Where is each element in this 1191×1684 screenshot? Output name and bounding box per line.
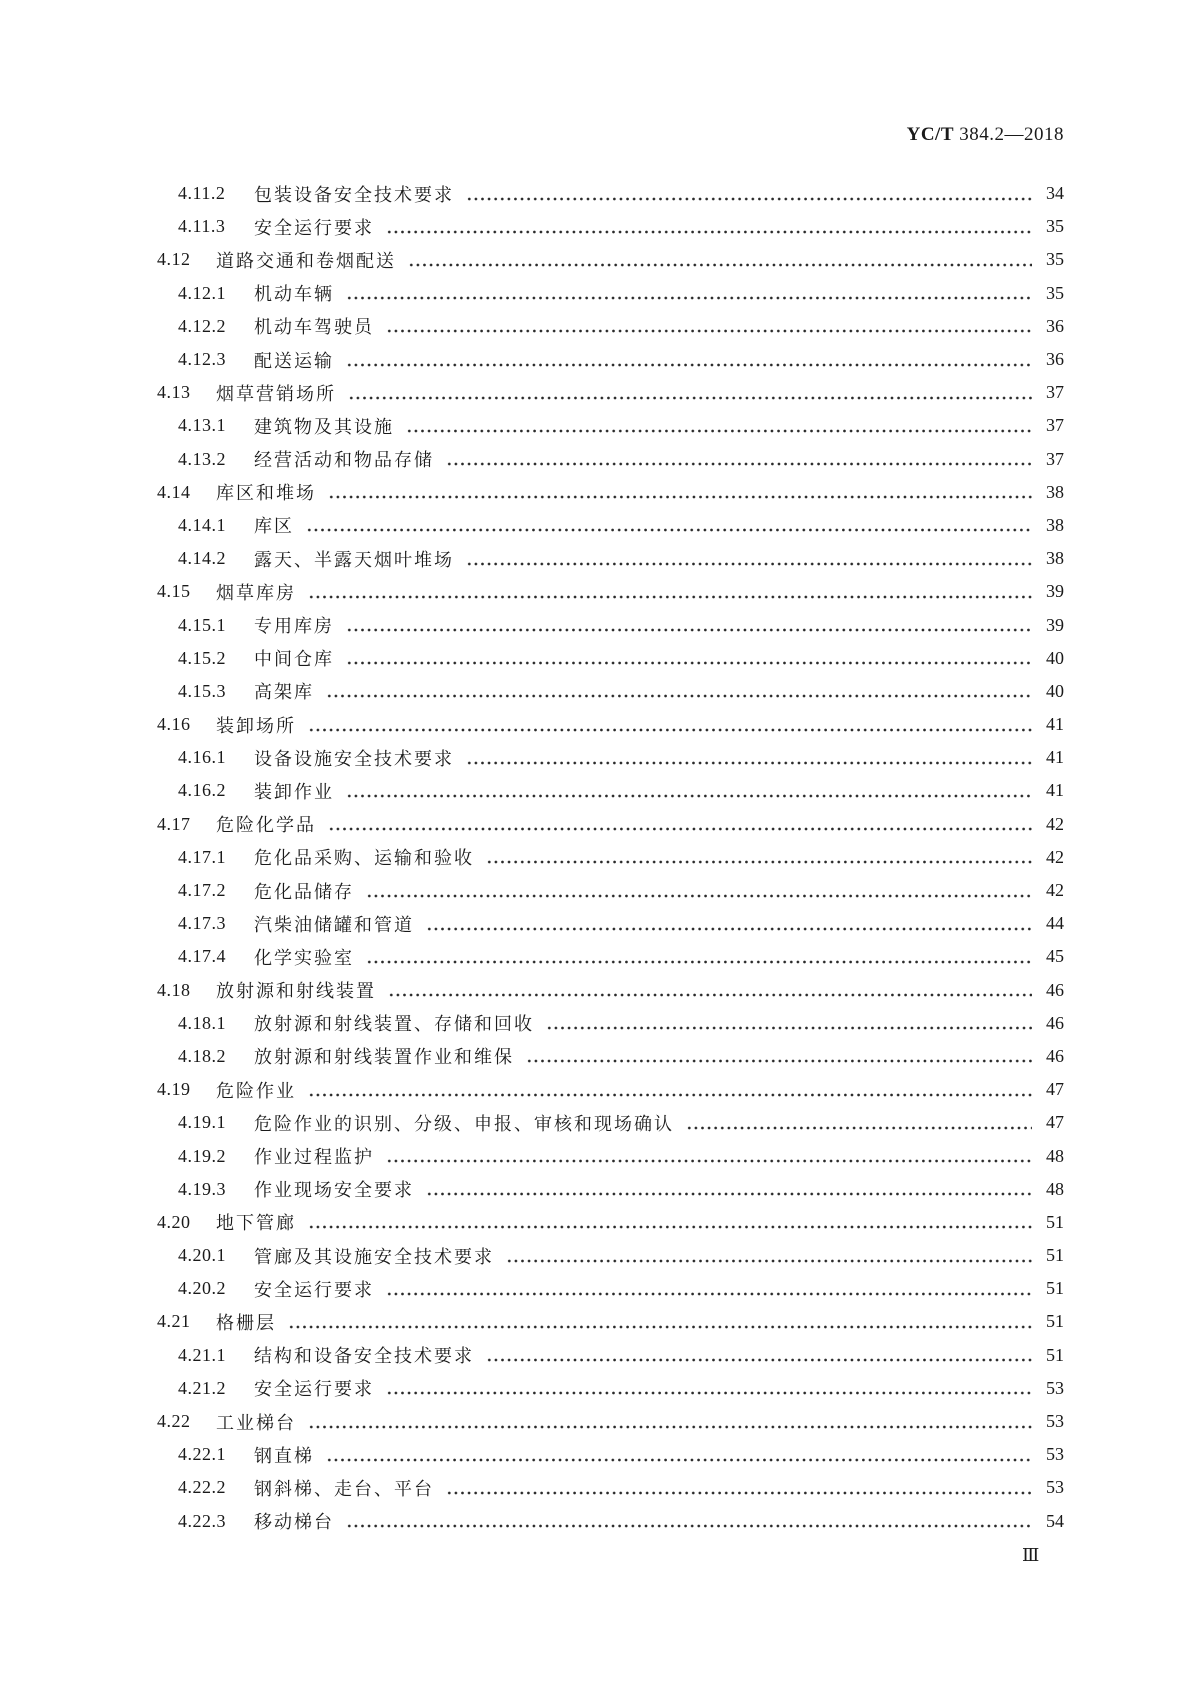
toc-entry-number: 4.18.1 bbox=[178, 1012, 226, 1033]
toc-entry-title: 危险作业 bbox=[216, 1080, 296, 1101]
toc-subsection-entry bbox=[0, 907, 1064, 940]
toc-entry-title: 专用库房 bbox=[254, 616, 334, 637]
toc-entry-page: 47 bbox=[1046, 1079, 1064, 1100]
toc-subsection-entry bbox=[0, 642, 1064, 675]
toc-entry-title: 建筑物及其设施 bbox=[254, 416, 394, 437]
toc-entry-page: 37 bbox=[1046, 415, 1064, 436]
dot-leader bbox=[466, 562, 1032, 566]
toc-entry-number: 4.19 bbox=[157, 1079, 191, 1100]
toc-entry-title: 露天、半露天烟叶堆场 bbox=[254, 549, 454, 570]
toc-entry-title: 机动车辆 bbox=[254, 284, 334, 305]
dot-leader bbox=[386, 1159, 1032, 1163]
toc-entry-page: 51 bbox=[1046, 1245, 1064, 1266]
dot-leader bbox=[546, 1026, 1032, 1030]
toc-entry-number: 4.17.3 bbox=[178, 913, 226, 934]
toc-entry-number: 4.21.1 bbox=[178, 1344, 226, 1365]
toc-entry-number: 4.15.3 bbox=[178, 680, 226, 701]
toc-subsection-entry bbox=[0, 343, 1064, 376]
dot-leader bbox=[308, 728, 1032, 732]
dot-leader bbox=[386, 230, 1032, 234]
toc-entry-page: 48 bbox=[1046, 1178, 1064, 1199]
dot-leader bbox=[386, 329, 1032, 333]
toc-subsection-entry bbox=[0, 874, 1064, 907]
toc-entry-number: 4.21.2 bbox=[178, 1377, 226, 1398]
toc-entry-title: 放射源和射线装置、存储和回收 bbox=[254, 1014, 534, 1035]
toc-entry-number: 4.17.1 bbox=[178, 846, 226, 867]
toc-subsection-entry bbox=[0, 608, 1064, 641]
toc-entry-page: 41 bbox=[1046, 747, 1064, 768]
toc-entry-title: 高架库 bbox=[254, 682, 314, 703]
toc-entry-title: 作业现场安全要求 bbox=[254, 1180, 414, 1201]
table-of-contents bbox=[0, 177, 1064, 1538]
toc-entry-page: 35 bbox=[1046, 216, 1064, 237]
toc-entry-title: 地下管廊 bbox=[216, 1213, 296, 1234]
toc-entry-page: 51 bbox=[1046, 1211, 1064, 1232]
toc-entry-title: 危化品储存 bbox=[254, 881, 354, 902]
dot-leader bbox=[306, 528, 1032, 532]
toc-entry-title: 烟草库房 bbox=[216, 582, 296, 603]
dot-leader bbox=[486, 1358, 1032, 1362]
toc-entry-number: 4.18.2 bbox=[178, 1045, 226, 1066]
dot-leader bbox=[308, 595, 1032, 599]
page-header bbox=[907, 124, 1064, 146]
dot-leader bbox=[328, 827, 1032, 831]
toc-subsection-entry bbox=[0, 509, 1064, 542]
dot-leader bbox=[686, 1126, 1032, 1130]
toc-entry-title: 道路交通和卷烟配送 bbox=[216, 250, 396, 271]
toc-entry-page: 39 bbox=[1046, 581, 1064, 602]
dot-leader bbox=[466, 197, 1032, 201]
toc-section-entry bbox=[0, 1206, 1064, 1239]
toc-subsection-entry bbox=[0, 1438, 1064, 1471]
toc-entry-page: 39 bbox=[1046, 614, 1064, 635]
toc-subsection-entry bbox=[0, 177, 1064, 210]
toc-entry-page: 51 bbox=[1046, 1311, 1064, 1332]
dot-leader bbox=[346, 1524, 1032, 1528]
toc-entry-title: 钢斜梯、走台、平台 bbox=[254, 1478, 434, 1499]
toc-entry-title: 作业过程监护 bbox=[254, 1147, 374, 1168]
toc-subsection-entry bbox=[0, 310, 1064, 343]
toc-entry-number: 4.22.2 bbox=[178, 1477, 226, 1498]
toc-subsection-entry bbox=[0, 1471, 1064, 1504]
toc-entry-number: 4.14 bbox=[157, 481, 191, 502]
toc-entry-number: 4.12.2 bbox=[178, 315, 226, 336]
toc-entry-page: 51 bbox=[1046, 1278, 1064, 1299]
toc-entry-title: 库区和堆场 bbox=[216, 483, 316, 504]
toc-subsection-entry bbox=[0, 409, 1064, 442]
toc-entry-title: 装卸作业 bbox=[254, 781, 334, 802]
toc-entry-title: 安全运行要求 bbox=[254, 1279, 374, 1300]
toc-entry-page: 38 bbox=[1046, 514, 1064, 535]
dot-leader bbox=[446, 1491, 1032, 1495]
toc-entry-page: 41 bbox=[1046, 780, 1064, 801]
toc-entry-page: 40 bbox=[1046, 647, 1064, 668]
toc-subsection-entry bbox=[0, 1040, 1064, 1073]
toc-entry-number: 4.19.1 bbox=[178, 1112, 226, 1133]
toc-subsection-entry bbox=[0, 1339, 1064, 1372]
toc-entry-number: 4.11.3 bbox=[178, 216, 226, 237]
toc-entry-number: 4.14.1 bbox=[178, 514, 226, 535]
toc-entry-number: 4.22 bbox=[157, 1411, 191, 1432]
toc-subsection-entry bbox=[0, 1173, 1064, 1206]
toc-section-entry bbox=[0, 1305, 1064, 1338]
toc-subsection-entry bbox=[0, 277, 1064, 310]
toc-entry-title: 烟草营销场所 bbox=[216, 383, 336, 404]
toc-entry-number: 4.15.1 bbox=[178, 614, 226, 635]
standard-number: 384.2—2018 bbox=[959, 124, 1064, 145]
toc-section-entry bbox=[0, 1405, 1064, 1438]
toc-subsection-entry bbox=[0, 1372, 1064, 1405]
dot-leader bbox=[346, 628, 1032, 632]
toc-entry-number: 4.14.2 bbox=[178, 548, 226, 569]
dot-leader bbox=[308, 1425, 1032, 1429]
dot-leader bbox=[346, 296, 1032, 300]
toc-subsection-entry bbox=[0, 1106, 1064, 1139]
toc-entry-number: 4.12.1 bbox=[178, 282, 226, 303]
toc-entry-page: 42 bbox=[1046, 880, 1064, 901]
dot-leader bbox=[348, 396, 1032, 400]
toc-entry-title: 配送运输 bbox=[254, 350, 334, 371]
toc-entry-number: 4.20.2 bbox=[178, 1278, 226, 1299]
toc-entry-page: 35 bbox=[1046, 249, 1064, 270]
toc-entry-page: 37 bbox=[1046, 448, 1064, 469]
toc-entry-number: 4.16.1 bbox=[178, 747, 226, 768]
toc-subsection-entry bbox=[0, 1239, 1064, 1272]
toc-subsection-entry bbox=[0, 1272, 1064, 1305]
toc-entry-number: 4.19.3 bbox=[178, 1178, 226, 1199]
dot-leader bbox=[366, 894, 1032, 898]
toc-entry-number: 4.17.4 bbox=[178, 946, 226, 967]
toc-entry-number: 4.15.2 bbox=[178, 647, 226, 668]
dot-leader bbox=[446, 462, 1032, 466]
toc-entry-title: 结构和设备安全技术要求 bbox=[254, 1346, 474, 1367]
toc-entry-number: 4.22.3 bbox=[178, 1510, 226, 1531]
toc-section-entry bbox=[0, 376, 1064, 409]
toc-entry-title: 汽柴油储罐和管道 bbox=[254, 914, 414, 935]
dot-leader bbox=[386, 1391, 1032, 1395]
toc-entry-title: 经营活动和物品存储 bbox=[254, 450, 434, 471]
toc-entry-page: 36 bbox=[1046, 315, 1064, 336]
toc-entry-number: 4.21 bbox=[157, 1311, 191, 1332]
toc-subsection-entry bbox=[0, 443, 1064, 476]
toc-entry-page: 53 bbox=[1046, 1444, 1064, 1465]
toc-entry-number: 4.17 bbox=[157, 813, 191, 834]
toc-subsection-entry bbox=[0, 774, 1064, 807]
toc-entry-number: 4.20.1 bbox=[178, 1245, 226, 1266]
toc-entry-page: 46 bbox=[1046, 1012, 1064, 1033]
toc-entry-page: 38 bbox=[1046, 548, 1064, 569]
toc-entry-number: 4.13 bbox=[157, 382, 191, 403]
toc-subsection-entry bbox=[0, 940, 1064, 973]
toc-entry-number: 4.22.1 bbox=[178, 1444, 226, 1465]
dot-leader bbox=[386, 1292, 1032, 1296]
dot-leader bbox=[526, 1059, 1032, 1063]
toc-subsection-entry bbox=[0, 1007, 1064, 1040]
toc-entry-number: 4.17.2 bbox=[178, 880, 226, 901]
dot-leader bbox=[346, 363, 1032, 367]
toc-entry-number: 4.18 bbox=[157, 979, 191, 1000]
toc-entry-title: 设备设施安全技术要求 bbox=[254, 748, 454, 769]
toc-entry-number: 4.12.3 bbox=[178, 349, 226, 370]
toc-subsection-entry bbox=[0, 1505, 1064, 1538]
toc-entry-page: 47 bbox=[1046, 1112, 1064, 1133]
toc-entry-page: 46 bbox=[1046, 1045, 1064, 1066]
toc-entry-title: 危险化学品 bbox=[216, 815, 316, 836]
dot-leader bbox=[308, 1225, 1032, 1229]
toc-section-entry bbox=[0, 243, 1064, 276]
dot-leader bbox=[308, 1093, 1032, 1097]
toc-subsection-entry bbox=[0, 542, 1064, 575]
dot-leader bbox=[288, 1325, 1032, 1329]
dot-leader bbox=[346, 794, 1032, 798]
toc-entry-page: 42 bbox=[1046, 846, 1064, 867]
toc-entry-page: 54 bbox=[1046, 1510, 1064, 1531]
toc-subsection-entry bbox=[0, 675, 1064, 708]
toc-section-entry bbox=[0, 476, 1064, 509]
dot-leader bbox=[466, 761, 1032, 765]
toc-entry-title: 危化品采购、运输和验收 bbox=[254, 848, 474, 869]
toc-subsection-entry bbox=[0, 1139, 1064, 1172]
toc-entry-page: 53 bbox=[1046, 1477, 1064, 1498]
toc-entry-title: 管廊及其设施安全技术要求 bbox=[254, 1246, 494, 1267]
toc-entry-number: 4.12 bbox=[157, 249, 191, 270]
dot-leader bbox=[506, 1259, 1032, 1263]
toc-entry-number: 4.13.1 bbox=[178, 415, 226, 436]
page-number-footer: Ⅲ bbox=[1022, 1545, 1040, 1565]
toc-entry-title: 格栅层 bbox=[216, 1312, 276, 1333]
toc-entry-number: 4.16.2 bbox=[178, 780, 226, 801]
toc-section-entry bbox=[0, 708, 1064, 741]
toc-subsection-entry bbox=[0, 841, 1064, 874]
toc-subsection-entry bbox=[0, 741, 1064, 774]
toc-entry-number: 4.13.2 bbox=[178, 448, 226, 469]
toc-entry-title: 库区 bbox=[254, 516, 294, 537]
toc-entry-page: 34 bbox=[1046, 183, 1064, 204]
toc-entry-page: 41 bbox=[1046, 714, 1064, 735]
dot-leader bbox=[326, 694, 1032, 698]
toc-entry-title: 钢直梯 bbox=[254, 1445, 314, 1466]
dot-leader bbox=[426, 927, 1032, 931]
toc-section-entry bbox=[0, 1073, 1064, 1106]
toc-entry-title: 安全运行要求 bbox=[254, 217, 374, 238]
toc-entry-title: 安全运行要求 bbox=[254, 1379, 374, 1400]
toc-entry-page: 51 bbox=[1046, 1344, 1064, 1365]
toc-entry-number: 4.15 bbox=[157, 581, 191, 602]
dot-leader bbox=[408, 263, 1032, 267]
toc-entry-page: 35 bbox=[1046, 282, 1064, 303]
toc-entry-title: 危险作业的识别、分级、申报、审核和现场确认 bbox=[254, 1113, 674, 1134]
toc-section-entry bbox=[0, 974, 1064, 1007]
standard-prefix: YC/T bbox=[906, 124, 954, 145]
dot-leader bbox=[328, 495, 1032, 499]
toc-entry-page: 53 bbox=[1046, 1411, 1064, 1432]
toc-entry-title: 放射源和射线装置作业和维保 bbox=[254, 1047, 514, 1068]
toc-entry-title: 中间仓库 bbox=[254, 649, 334, 670]
toc-entry-title: 包装设备安全技术要求 bbox=[254, 184, 454, 205]
dot-leader bbox=[346, 661, 1032, 665]
toc-entry-title: 机动车驾驶员 bbox=[254, 317, 374, 338]
toc-entry-page: 44 bbox=[1046, 913, 1064, 934]
toc-entry-title: 化学实验室 bbox=[254, 947, 354, 968]
toc-entry-title: 移动梯台 bbox=[254, 1512, 334, 1533]
toc-entry-number: 4.19.2 bbox=[178, 1145, 226, 1166]
toc-section-entry bbox=[0, 575, 1064, 608]
toc-entry-number: 4.20 bbox=[157, 1211, 191, 1232]
toc-entry-page: 38 bbox=[1046, 481, 1064, 502]
toc-entry-title: 装卸场所 bbox=[216, 715, 296, 736]
dot-leader bbox=[366, 960, 1032, 964]
toc-entry-page: 53 bbox=[1046, 1377, 1064, 1398]
toc-entry-page: 42 bbox=[1046, 813, 1064, 834]
toc-section-entry bbox=[0, 808, 1064, 841]
toc-entry-number: 4.16 bbox=[157, 714, 191, 735]
toc-entry-title: 工业梯台 bbox=[216, 1412, 296, 1433]
toc-entry-page: 46 bbox=[1046, 979, 1064, 1000]
dot-leader bbox=[326, 1458, 1032, 1462]
toc-entry-page: 36 bbox=[1046, 349, 1064, 370]
dot-leader bbox=[426, 1192, 1032, 1196]
dot-leader bbox=[406, 429, 1032, 433]
toc-entry-title: 放射源和射线装置 bbox=[216, 981, 376, 1002]
toc-subsection-entry bbox=[0, 210, 1064, 243]
dot-leader bbox=[388, 993, 1032, 997]
toc-entry-page: 48 bbox=[1046, 1145, 1064, 1166]
toc-entry-page: 37 bbox=[1046, 382, 1064, 403]
dot-leader bbox=[486, 860, 1032, 864]
toc-entry-page: 40 bbox=[1046, 680, 1064, 701]
toc-entry-number: 4.11.2 bbox=[178, 183, 226, 204]
toc-entry-page: 45 bbox=[1046, 946, 1064, 967]
